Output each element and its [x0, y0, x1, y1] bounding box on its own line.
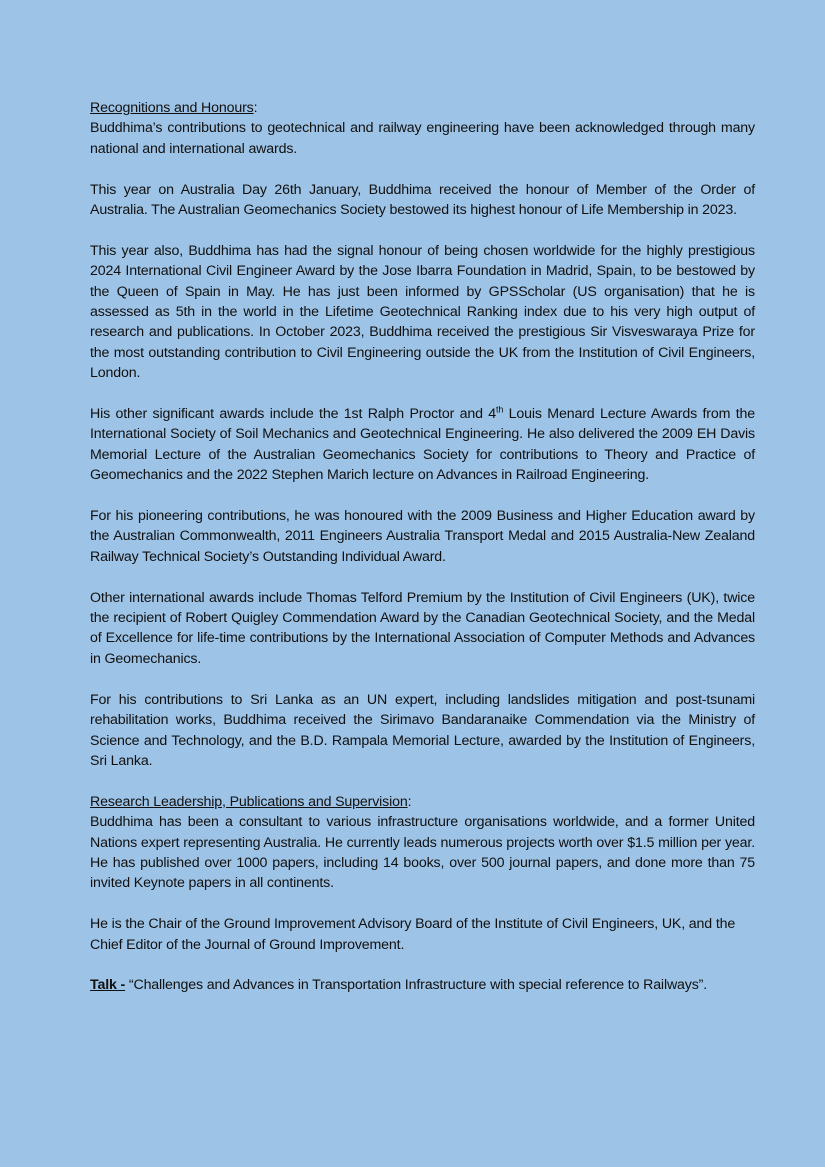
research-section: [90, 792, 755, 955]
talk-section: [90, 975, 755, 995]
pioneering-contributions-paragraph: For his pioneering contributions, he was honoured with the 2009 Business and Higher Education award by the Australian Commonwealth, 2011 Engineers Australia Transport Medal and 2015 Australia-New Zealand Railway Technical Society’s Outstanding Individual Award.: [90, 508, 755, 565]
order-of-australia-paragraph: This year on Australia Day 26th January, Buddhima received the honour of Member of the Order of Australia. The Australian Geomechanics Society bestowed its highest honour of Life Membership in 2023.: [90, 181, 755, 219]
talk-paragraph: [90, 975, 755, 995]
talk-label: Talk -: [90, 977, 126, 994]
international-award-paragraph: This year also, Buddhima has had the signal honour of being chosen worldwide for the highly prestigious 2024 International Civil Engineer Award by the Jose Ibarra Foundation in Madrid, Spain, to be bestowed by the Queen of Spain in May. He has just been informed by GPSScholar (US organisation) that he is assessed as 5th in the world in the Lifetime Geotechnical Ranking index due to his very high output of research and publications. In October 2023, Buddhima received the prestigious Sir Visveswaraya Prize for the most outstanding contribution to Civil Engineering outside the UK from the Institution of Civil Engineers, London.: [90, 242, 755, 382]
recognitions-heading: Recognitions and Honours:: [90, 100, 258, 116]
recognitions-section: [90, 98, 755, 771]
other-international-awards-paragraph: Other international awards include Thomas Telford Premium by the Institution of Civil Engineers (UK), twice the recipient of Robert Quigley Commendation Award by the Canadian Geotechnical Society, and the Medal of Excellence for life-time contributions by the International Association of Computer Methods and Advances in Geomechanics.: [90, 589, 755, 667]
lecture-awards-paragraph: His other significant awards include the 1st Ralph Proctor and 4th Louis Menard Lecture Awards from the International Society of Soil Mechanics and Geotechnical Engineering. He also delivered the 2009 EH Davis Memorial Lecture of the Australian Geomechanics Society for contributions to Theory and Practice of Geomechanics and the 2022 Stephen Marich lecture on Advances in Railroad Engineering.: [90, 404, 755, 484]
recognitions-intro: Buddhima’s contributions to geotechnical and railway engineering have been acknowledged through many national and international awards.: [90, 120, 755, 157]
research-heading: Research Leadership, Publications and Supervision:: [90, 793, 412, 810]
sri-lanka-contributions-paragraph: For his contributions to Sri Lanka as an UN expert, including landslides mitigation and post-tsunami rehabilitation works, Buddhima received the Sirimavo Bandaranaike Commendation via the Ministry of Science and Technology, and the B.D. Rampala Memorial Lecture, awarded by the Institution of Engineers, Sri Lanka.: [90, 691, 755, 769]
advisory-board-paragraph: He is the Chair of the Ground Improvement Advisory Board of the Institute of Civil Engineers, UK, and the Chief Editor of the Journal of Ground Improvement.: [90, 916, 736, 953]
research-consultant-paragraph: Buddhima has been a consultant to various infrastructure organisations worldwide, and a former United Nations expert representing Australia. He currently leads numerous projects worth over $1.5 million per year. He has published over 1000 papers, including 14 books, over 500 journal papers, and done more than 75 invited Keynote papers in all continents.: [90, 814, 755, 892]
talk-title: “Challenges and Advances in Transportation Infrastructure with special reference to Railways”.: [125, 977, 708, 994]
